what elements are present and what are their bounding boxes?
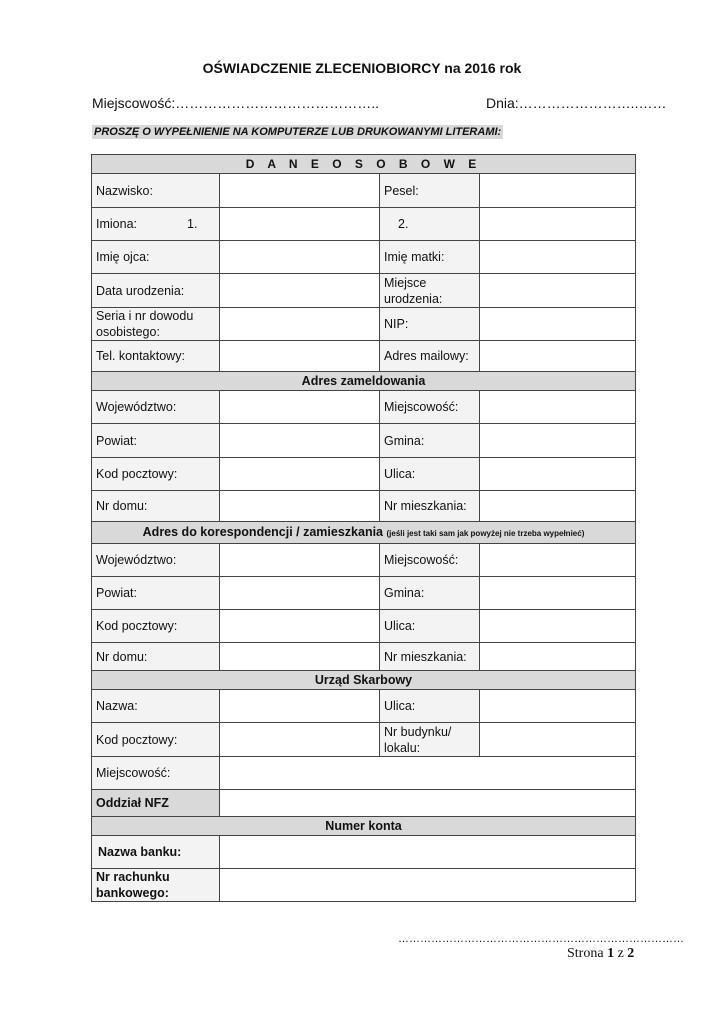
label-corr-commune: Gmina:: [380, 577, 480, 610]
input-corr-city[interactable]: [480, 544, 636, 577]
section-header-personal: D A N E O S O B O W E: [92, 155, 636, 174]
label-tax-street: Ulica:: [380, 690, 480, 723]
label-tax-name: Nazwa:: [92, 690, 220, 723]
section-header-account: Numer konta: [92, 817, 636, 836]
label-first-names: [92, 208, 220, 241]
input-birth-place[interactable]: [480, 274, 636, 308]
input-tax-street[interactable]: [480, 690, 636, 723]
section-header-correspondence: [92, 522, 636, 544]
label-corr-postcode: Kod pocztowy:: [92, 610, 220, 643]
input-reg-house[interactable]: [220, 491, 380, 522]
label-surname: Nazwisko:: [92, 174, 220, 208]
correspondence-title: Adres do korespondencji / zamieszkania: [142, 524, 384, 539]
page-separator: z: [614, 946, 628, 961]
label-reg-county: Powiat:: [92, 424, 220, 458]
input-reg-voivodeship[interactable]: [220, 391, 380, 424]
input-pesel[interactable]: [480, 174, 636, 208]
label-reg-house: Nr domu:: [92, 491, 220, 522]
label-corr-street: Ulica:: [380, 610, 480, 643]
input-nfz[interactable]: [220, 790, 636, 817]
label-bank-name: Nazwa banku:: [92, 836, 220, 869]
input-account-number[interactable]: [220, 869, 636, 902]
document-title: OŚWIADCZENIE ZLECENIOBIORCY na 2016 rok: [202, 60, 522, 76]
form-table: [91, 154, 636, 902]
input-corr-postcode[interactable]: [220, 610, 380, 643]
page-current: 1: [607, 946, 615, 961]
label-first-name-1: 1.: [187, 217, 198, 231]
instruction-note: PROSZĘ O WYPEŁNIENIE NA KOMPUTERZE LUB DRUKOWANYMI LITERAMI:: [94, 126, 502, 138]
label-tax-postcode: Kod pocztowy:: [92, 723, 220, 757]
input-corr-house[interactable]: [220, 643, 380, 671]
input-tax-building[interactable]: [480, 723, 636, 757]
input-bank-name[interactable]: [220, 836, 636, 869]
label-corr-house: Nr domu:: [92, 643, 220, 671]
input-reg-commune[interactable]: [480, 424, 636, 458]
label-nip: NIP:: [380, 308, 480, 341]
input-father-name[interactable]: [220, 241, 380, 274]
label-corr-county: Powiat:: [92, 577, 220, 610]
input-reg-apartment[interactable]: [480, 491, 636, 522]
input-phone[interactable]: [220, 341, 380, 372]
input-first-name-2[interactable]: [480, 208, 636, 241]
label-mother-name: Imię matki:: [380, 241, 480, 274]
page-number: [567, 946, 634, 962]
label-id-number: Seria i nr dowodu osobistego:: [92, 308, 220, 341]
label-birth-date: Data urodzenia:: [92, 274, 220, 308]
label-reg-commune: Gmina:: [380, 424, 480, 458]
label-birth-place: Miejsce urodzenia:: [380, 274, 480, 308]
label-reg-street: Ulica:: [380, 458, 480, 491]
label-corr-city: Miejscowość:: [380, 544, 480, 577]
label-reg-voivodeship: Województwo:: [92, 391, 220, 424]
input-tax-city[interactable]: [220, 757, 636, 790]
place-field[interactable]: Miejscowość:……………………………………..: [92, 95, 380, 111]
input-id-number[interactable]: [220, 308, 380, 341]
input-reg-city[interactable]: [480, 391, 636, 424]
correspondence-note: (jeśli jest taki sam jak powyżej nie trzeba wypełnieć): [386, 528, 585, 538]
input-reg-street[interactable]: [480, 458, 636, 491]
input-corr-street[interactable]: [480, 610, 636, 643]
input-tax-name[interactable]: [220, 690, 380, 723]
label-first-name-2: 2.: [380, 208, 480, 241]
section-header-tax-office: Urząd Skarbowy: [92, 671, 636, 690]
label-email: Adres mailowy:: [380, 341, 480, 372]
input-corr-commune[interactable]: [480, 577, 636, 610]
label-reg-city: Miejscowość:: [380, 391, 480, 424]
label-reg-apartment: Nr mieszkania:: [380, 491, 480, 522]
input-first-name-1[interactable]: [220, 208, 380, 241]
input-tax-postcode[interactable]: [220, 723, 380, 757]
section-header-registration: Adres zameldowania: [92, 372, 636, 391]
input-corr-apartment[interactable]: [480, 643, 636, 671]
label-first-names-text: Imiona:: [96, 217, 137, 231]
page-prefix: Strona: [567, 946, 608, 961]
label-phone: Tel. kontaktowy:: [92, 341, 220, 372]
input-nip[interactable]: [480, 308, 636, 341]
label-corr-apartment: Nr mieszkania:: [380, 643, 480, 671]
input-reg-postcode[interactable]: [220, 458, 380, 491]
input-corr-county[interactable]: [220, 577, 380, 610]
label-reg-postcode: Kod pocztowy:: [92, 458, 220, 491]
signature-line: ……………………………………………………………………: [398, 933, 684, 945]
page-total: 2: [627, 946, 635, 961]
input-reg-county[interactable]: [220, 424, 380, 458]
input-corr-voivodeship[interactable]: [220, 544, 380, 577]
label-pesel: Pesel:: [380, 174, 480, 208]
input-birth-date[interactable]: [220, 274, 380, 308]
input-surname[interactable]: [220, 174, 380, 208]
label-account-number: Nr rachunku bankowego:: [92, 869, 220, 902]
label-father-name: Imię ojca:: [92, 241, 220, 274]
date-field[interactable]: Dnia:……………………..……: [486, 95, 667, 111]
input-mother-name[interactable]: [480, 241, 636, 274]
label-nfz: Oddział NFZ: [92, 790, 220, 817]
label-corr-voivodeship: Województwo:: [92, 544, 220, 577]
label-tax-city: Miejscowość:: [92, 757, 220, 790]
label-tax-building: Nr budynku/ lokalu:: [380, 723, 480, 757]
input-email[interactable]: [480, 341, 636, 372]
